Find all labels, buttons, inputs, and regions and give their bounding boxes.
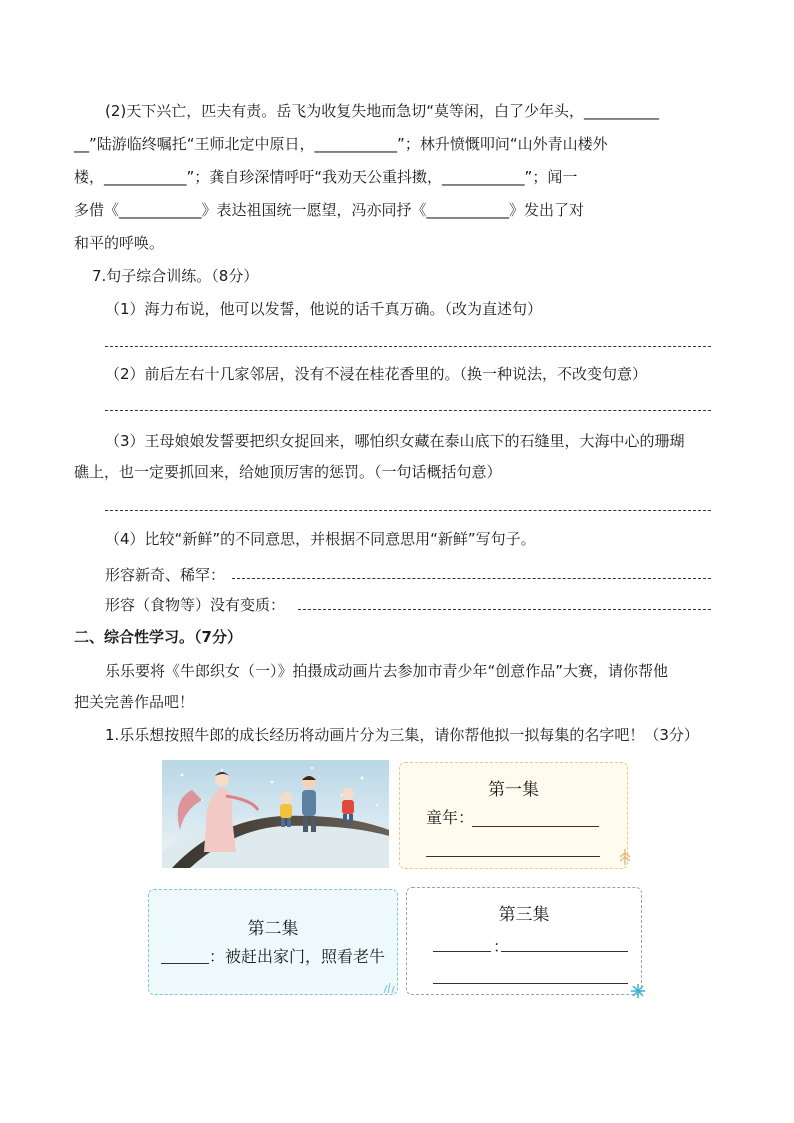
- q6-part2-line2: __”陆游临终嘱托“王师北定中原日，___________”；林升愤慨叩问“山外青山楼外: [74, 135, 608, 153]
- q7-s4-answer-a[interactable]: [232, 578, 711, 579]
- cowherd-family-illustration: [162, 760, 389, 868]
- section2-intro-line1: 乐乐要将《牛郎织女（一）》拍摄成动画片去参加市青少年“创意作品”大赛，请你帮他: [105, 662, 669, 680]
- q7-s4-prompt-b: 形容（食物等）没有变质：: [105, 596, 286, 614]
- q7-sentence-4: （4）比较“新鲜”的不同意思，并根据不同意思用“新鲜”写句子。: [105, 530, 536, 548]
- q7-answer-line-2[interactable]: [105, 410, 711, 411]
- section2-intro-line2: 把关完善作品吧！: [74, 693, 195, 711]
- q7-title: 7.句子综合训练。（8分）: [92, 267, 259, 285]
- episode-1-answer-line[interactable]: [472, 826, 599, 827]
- q7-answer-line-1[interactable]: [105, 346, 711, 347]
- snowflake-icon: [631, 984, 645, 998]
- leaf-decoration-icon: [618, 849, 632, 865]
- q7-sentence-3-line2: 礁上，也一定要抓回来，给她顶厉害的惩罚。（一句话概括句意）: [74, 463, 502, 481]
- episode-3-title: 第三集: [498, 905, 550, 925]
- q7-sentence-3-line1: （3）王母娘娘发誓要把织女捉回来，哪怕织女藏在泰山底下的石缝里，大海中心的珊瑚: [105, 432, 685, 450]
- grass-decoration-icon: [383, 983, 397, 993]
- q7-sentence-2: （2）前后左右十几家邻居，没有不浸在桂花香里的。（换一种说法，不改变句意）: [105, 365, 648, 383]
- episode-3-card: [406, 887, 642, 995]
- q6-part2-line1: (2)天下兴亡，匹夫有责。岳飞为收复失地而急切“莫等闲，白了少年头，__________: [105, 102, 660, 120]
- episode-1-card: [399, 762, 628, 869]
- q7-answer-line-3[interactable]: [105, 510, 711, 511]
- episode-3-colon: ：: [493, 937, 510, 956]
- episode-2-text: ：被赶出家门，照看老牛: [209, 947, 386, 966]
- section2-heading: 二、综合性学习。（7分）: [74, 628, 242, 646]
- episode-3-answer-line-b[interactable]: [501, 951, 628, 952]
- q6-part2-line4: 多借《___________》表达祖国统一愿望，冯亦同抒《___________》发出了对: [74, 201, 585, 219]
- q7-s4-answer-b[interactable]: [298, 609, 711, 610]
- episode-3-answer-line-a[interactable]: [433, 951, 491, 952]
- q7-sentence-1: （1）海力布说，他可以发誓，他说的话千真万确。（改为直述句）: [105, 300, 543, 318]
- section2-q1: 1.乐乐想按照牛郎的成长经历将动画片分为三集，请你帮他拟一拟每集的名字吧！（3分）: [105, 726, 699, 744]
- q6-part2-line5: 和平的呼唤。: [74, 234, 165, 252]
- episode-1-label: 童年：: [426, 808, 475, 827]
- q6-part2-line3: 楼，___________”；龚自珍深情呼吁“我劝天公重抖擞，___________”；闻一: [74, 168, 578, 186]
- episode-3-answer-line-c[interactable]: [433, 983, 628, 984]
- episode-2-title: 第二集: [247, 919, 299, 939]
- q7-s4-prompt-a: 形容新奇、稀罕：: [105, 566, 226, 584]
- episode-2-answer-line[interactable]: [161, 963, 209, 964]
- episode-1-title: 第一集: [488, 780, 539, 800]
- episode-2-card: [148, 889, 398, 995]
- episode-1-answer-line-2[interactable]: [426, 856, 600, 857]
